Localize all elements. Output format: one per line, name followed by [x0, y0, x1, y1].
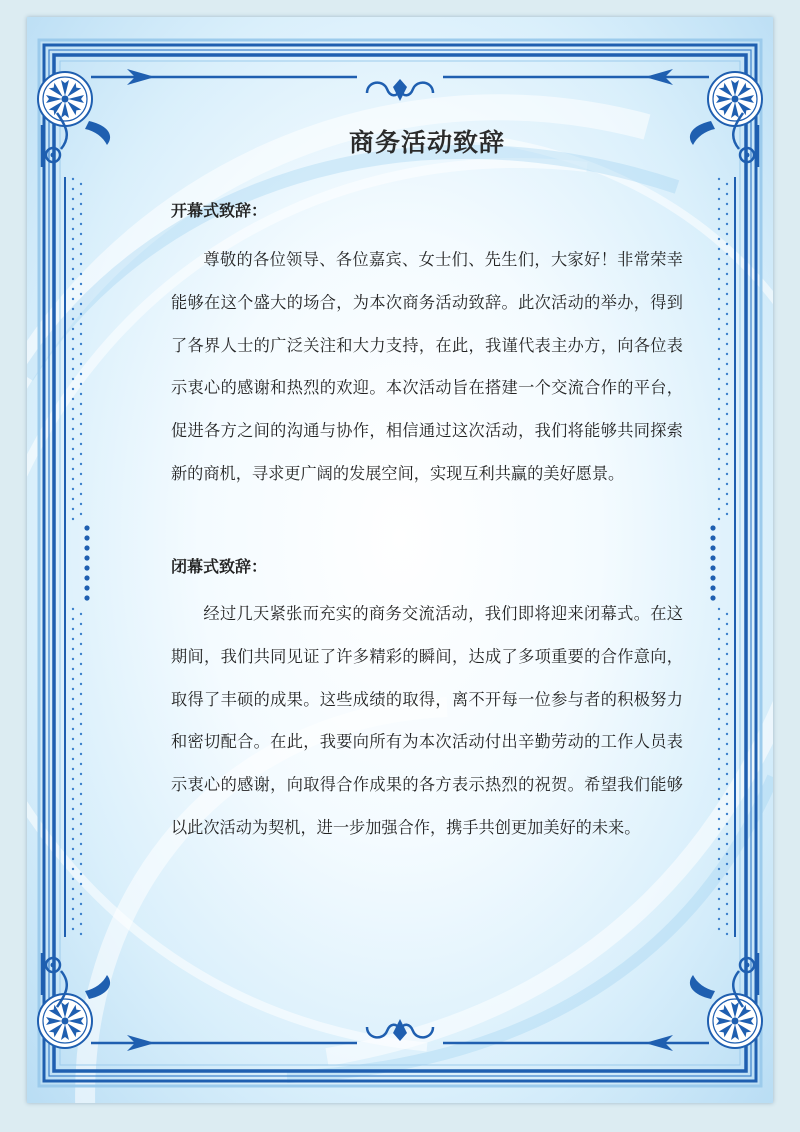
opening-heading: 开幕式致辞：	[171, 201, 268, 220]
closing-heading: 闭幕式致辞：	[171, 557, 268, 576]
page-title: 商务活动致辞	[348, 128, 505, 157]
letter-page	[27, 17, 773, 1103]
closing-paragraph: 经过几天紧张而充实的商务交流活动，我们即将迎来闭幕式。在这期间，我们共同见证了许多精彩的瞬间，达成了多项重要的合作意向，取得了丰硕的成果。这些成绩的取得，离不开每一位参与者的积极努力和密切配合。在此，我要向所有为本次活动付出辛勤劳动的工作人员表示衷心的感谢，向取得合作成果的各方表示热烈的祝贺。希望我们能够以此次活动为契机，进一步加强合作，携手共创更加美好的未来。	[171, 604, 683, 837]
decorative-frame	[27, 17, 773, 1103]
opening-paragraph: 尊敬的各位领导、各位嘉宾、女士们、先生们，大家好！非常荣幸能够在这个盛大的场合，为本次商务活动致辞。此次活动的举办，得到了各界人士的广泛关注和大力支持，在此，我谨代表主办方，向各位表示衷心的感谢和热烈的欢迎。本次活动旨在搭建一个交流合作的平台，促进各方之间的沟通与协作，相信通过这次活动，我们将能够共同探索新的商机，寻求更广阔的发展空间，实现互利共赢的美好愿景。	[171, 250, 683, 483]
